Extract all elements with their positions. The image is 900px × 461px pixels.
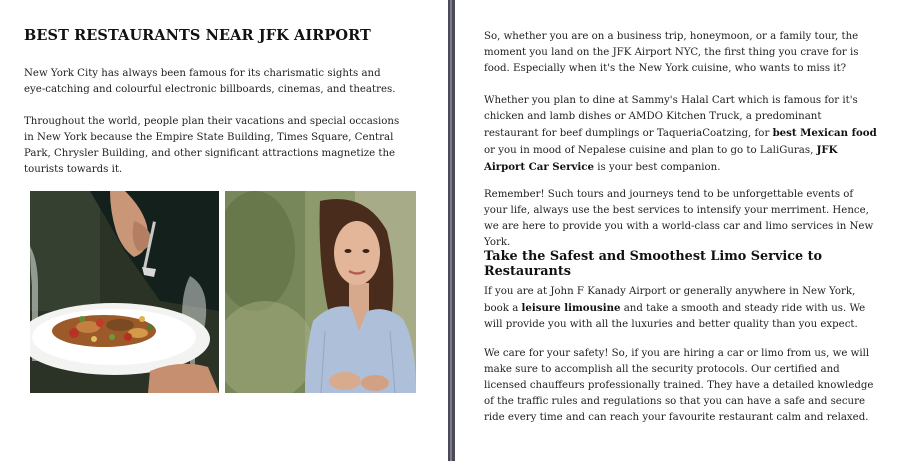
- intro-paragraph: New York City has always been famous for its charismatic sights and eye-catching and colourful electronic billboards, cinemas, and theatres.: [24, 68, 396, 95]
- best-mexican-food-bold: best Mexican food: [772, 127, 877, 139]
- section-heading: Take the Safest and Smoothest Limo Service to Restaurants: [484, 249, 823, 279]
- limousine-paragraph: If you are at John F Kanady Airport or generally anywhere in New York, book a leisure limousine and take a smooth and steady ride with us. We will provide you with all the luxuries and better quality than you expect.: [484, 286, 866, 330]
- page-title: BEST RESTAURANTS NEAR JFK AIRPORT: [24, 27, 371, 44]
- trip-paragraph: So, whether you are on a business trip, honeymoon, or a family tour, the moment you land on the JFK Airport NYC, the first thing you crave for is food. Especially when it's the New York cuisine, who wants to miss it?: [484, 31, 859, 74]
- smiling-woman-photo: [225, 191, 416, 393]
- food-plate-photo: [30, 191, 219, 393]
- right-page: [455, 0, 900, 461]
- left-page: [0, 0, 448, 461]
- attractions-paragraph: Throughout the world, people plan their vacations and special occasions in New York because the Empire State Building, Times Square, Central Park, Chrysler Building, and other significant attractions magnetize the tourists towards it.: [24, 116, 400, 175]
- food-plate-illustration: [30, 191, 219, 393]
- page-divider: [448, 0, 455, 461]
- remember-paragraph: Remember! Such tours and journeys tend to be unforgettable events of your life, always use the best services to intensify your merriment. Hence, we are here to provide you with a world-class car and limo services in New York.: [484, 189, 874, 248]
- leisure-limousine-bold: leisure limousine: [521, 302, 621, 314]
- safety-paragraph: We care for your safety! So, if you are hiring a car or limo from us, we will make sure to accomplish all the security protocols. Our certified and licensed chauffeurs professionally trained. They have a detailed knowledge of the traffic rules and regulations so that you can have a safe and secure ride every time and can reach your favourite restaurant calm and relaxed.: [484, 348, 874, 423]
- woman-portrait-illustration: [225, 191, 416, 393]
- restaurants-paragraph: Whether you plan to dine at Sammy's Halal Cart which is famous for it's chicken and lamb dishes or AMDO Kitchen Truck, a predominant restaurant for beef dumplings or TaqueriaCoatzing, for best Mexican food or you in mood of Nepalese cuisine and plan to go to LaliGuras, JFK Airport Car Service is your best companion.: [484, 95, 877, 173]
- jfk-car-service-bold: JFK Airport Car Service: [484, 144, 838, 173]
